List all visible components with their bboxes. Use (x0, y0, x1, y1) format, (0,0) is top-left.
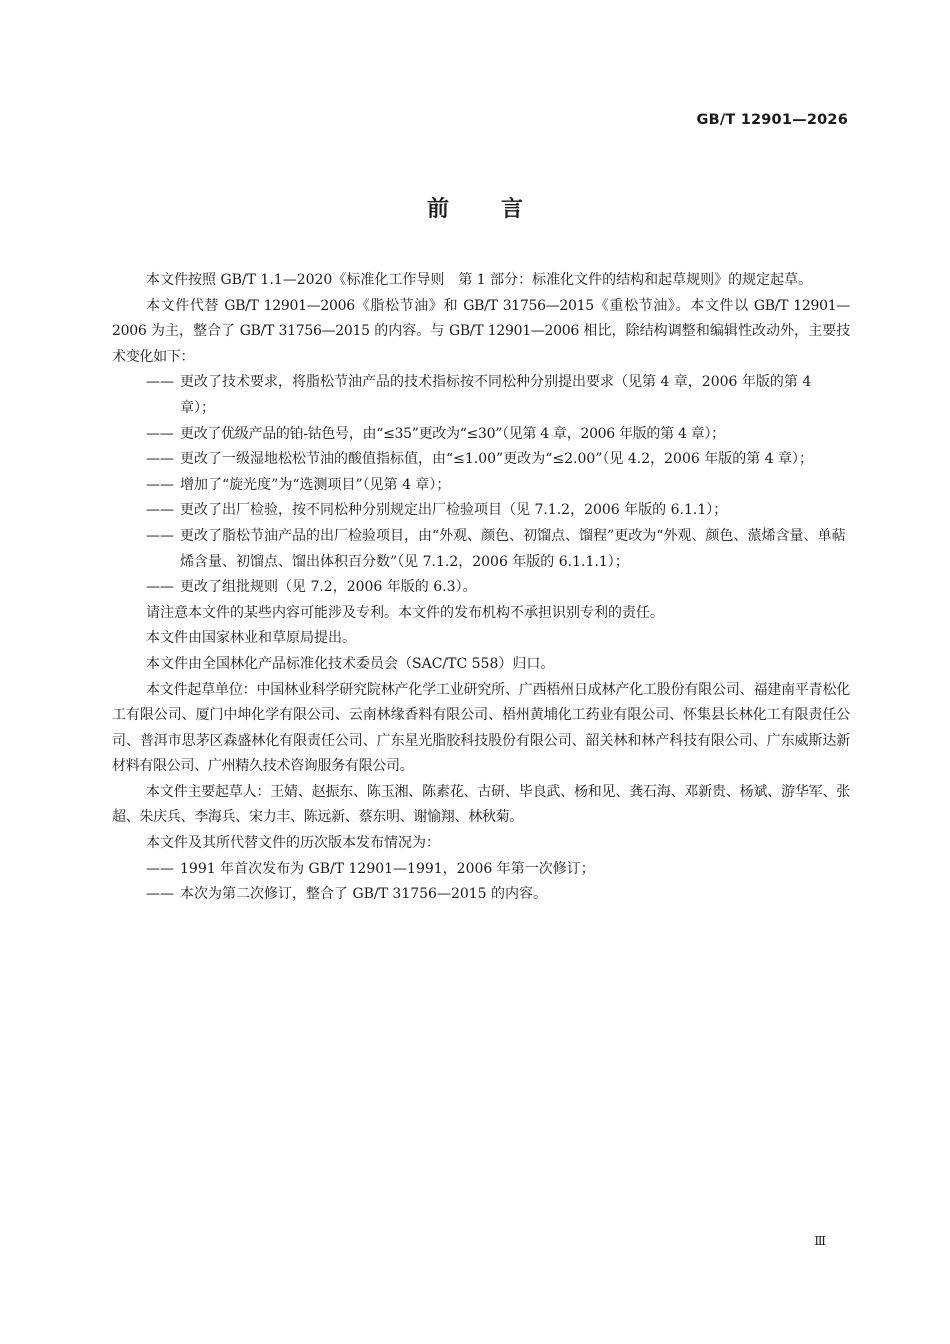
list-item-text: 更改了技术要求，将脂松节油产品的技术指标按不同松种分别提出要求（见第 4 章，2006 年版的第 4 章）； (180, 374, 812, 416)
document-body (112, 268, 850, 908)
list-item (146, 857, 850, 883)
technical-changes-list (112, 370, 850, 600)
list-item (146, 524, 850, 575)
dash-marker: —— (146, 527, 174, 544)
list-item-text: 更改了出厂检验，按不同松种分别规定出厂检验项目（见 7.1.2，2006 年版的 6.1.1）； (180, 502, 728, 519)
list-item (146, 370, 850, 421)
dash-marker: —— (146, 425, 174, 442)
paragraph-history-intro: 本文件及其所代替文件的历次版本发布情况为： (146, 835, 440, 852)
dash-marker: —— (146, 374, 174, 391)
page-title: 前言 (426, 197, 575, 222)
list-item-text: 更改了脂松节油产品的出厂检验项目，由“外观、颜色、初馏点、馏程”更改为“外观、颜色、蒎烯含量、单萜烯含量、初馏点、馏出体积百分数”（见 7.1.2，2006 年版的 6.1.1.1）； (180, 527, 846, 570)
paragraph-proposer: 本文件由国家林业和草原局提出。 (146, 630, 356, 647)
dash-marker: —— (146, 502, 174, 519)
paragraph-drafting-rules: 本文件按照 GB/T 1.1—2020《标准化工作导则 第 1 部分：标准化文件的结构和起草规则》的规定起草。 (146, 272, 813, 288)
paragraph-technical-committee: 本文件由全国林化产品标准化技术委员会（SAC/TC 558）归口。 (146, 655, 555, 672)
list-item (146, 422, 850, 448)
list-item-text: 更改了一级湿地松松节油的酸值指标值，由“≤1.00”更改为“≤2.00”（见 4.2，2006 年版的第 4 章）； (180, 451, 814, 468)
dash-marker: —— (146, 860, 174, 877)
dash-marker: —— (146, 579, 174, 596)
standard-number: GB/T 12901—2026 (696, 112, 848, 128)
list-item-text: 更改了优级产品的铂-钴色号，由“≤35”更改为“≤30”（见第 4 章，2006 年版的第 4 章）； (180, 425, 725, 442)
dash-marker: —— (146, 451, 174, 468)
list-item (146, 575, 850, 601)
list-item (146, 882, 850, 908)
page-number: Ⅲ (814, 1234, 826, 1248)
list-item-text: 本次为第二次修订，整合了 GB/T 31756—2015 的内容。 (180, 886, 548, 903)
dash-marker: —— (146, 476, 174, 493)
list-item-text: 更改了组批规则（见 7.2，2006 年版的 6.3）。 (180, 579, 477, 596)
paragraph-drafters: 本文件主要起草人：王婧、赵振东、陈玉湘、陈素花、古研、毕良武、杨和见、龚石海、邓新贵、杨斌、游华军、张超、朱庆兵、李海兵、宋力丰、陈远新、蔡东明、谢愉翔、林秋菊。 (112, 783, 850, 826)
paragraph-replacement: 本文件代替 GB/T 12901—2006《脂松节油》和 GB/T 31756—2015《重松节油》。本文件以 GB/T 12901—2006 为主，整合了 GB/T 31756—2015 的内容。与 GB/T 12901—2006 相比，除结构调整和编辑性改动外，主要技术变化如下： (112, 297, 850, 365)
list-item-text: 1991 年首次发布为 GB/T 12901—1991，2006 年第一次修订； (180, 860, 595, 877)
history-list (112, 857, 850, 908)
dash-marker: —— (146, 886, 174, 903)
paragraph-drafting-organizations: 本文件起草单位：中国林业科学研究院林产化学工业研究所、广西梧州日成林产化工股份有限公司、福建南平青松化工有限公司、厦门中坤化学有限公司、云南林缘香料有限公司、梧州黄埔化工药业有限公司、怀集县长林化工有限责任公司、普洱市思茅区森盛林化有限责任公司、广东星光脂胶科技股份有限公司、韶关林和林产科技有限公司、广东威斯达新材料有限公司、广州精久技术咨询服务有限公司。 (112, 681, 850, 775)
paragraph-patent-notice: 请注意本文件的某些内容可能涉及专利。本文件的发布机构不承担识别专利的责任。 (146, 604, 664, 621)
list-item (146, 498, 850, 524)
list-item (146, 473, 850, 499)
list-item-text: 增加了“旋光度”为“选测项目”（见第 4 章）； (180, 476, 451, 493)
list-item (146, 447, 850, 473)
